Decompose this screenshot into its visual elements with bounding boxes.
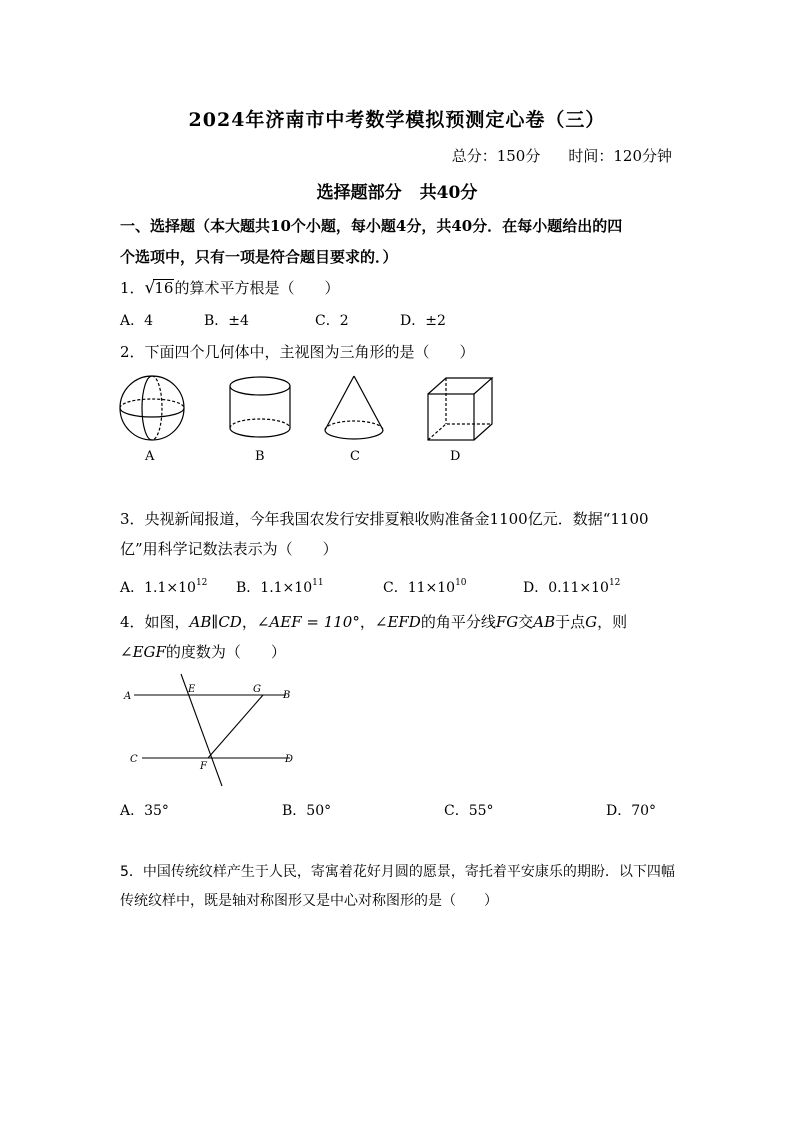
q2-label-c: C (350, 449, 360, 464)
q4-option-a: A．35° (120, 803, 169, 819)
q2-label-b: B (255, 449, 265, 464)
exam-meta (452, 145, 672, 166)
q4-option-b: B．50° (282, 803, 332, 819)
part1-heading-line1: 一、选择题（本大题共10个小题，每小题4分，共40分．在每小题给出的四 (120, 217, 623, 235)
question-5-stem-line1: 5．中国传统纹样产生于人民，寄寓着花好月圆的愿景，寄托着平安康乐的期盼．以下四幅 (120, 864, 675, 880)
label-e: E (188, 684, 196, 695)
q1-option-a: A．4 (120, 313, 154, 329)
section-title (0, 178, 794, 203)
part1-heading-line2: 个选项中，只有一项是符合题目要求的．） (120, 248, 398, 266)
total-score: 总分：150分 (451, 147, 541, 165)
q2-label-d: D (450, 449, 461, 464)
q1-stem-text: 的算术平方根是（ ） (174, 279, 340, 297)
cylinder-figure (230, 377, 290, 437)
bisector-fg (208, 695, 263, 758)
label-g: G (253, 684, 261, 695)
exam-title: 2024年济南市中考数学模拟预测定心卷（三） (188, 109, 606, 131)
q1-option-d: D．±2 (400, 313, 446, 329)
q4-option-c: C．55° (444, 803, 494, 819)
question-1-stem (120, 277, 340, 299)
cone-figure (325, 376, 383, 439)
q1-radicand: 16 (154, 279, 174, 297)
label-b: B (283, 690, 291, 701)
question-3-stem-line1: 3．央视新闻报道，今年我国农发行安排夏粮收购准备金1100亿元．数据“1100 (120, 510, 649, 528)
question-4-stem-line1: 4．如图，AB∥CD，∠AEF = 110°，∠EFD的角平分线FG交AB于点G，则 (120, 613, 628, 631)
question-5-stem-line2: 传统纹样中，既是轴对称图形又是中心对称图形的是（ ） (120, 893, 498, 909)
q2-label-a: A (145, 449, 155, 464)
q1-number: 1． (120, 279, 145, 297)
q3-option-a: A．$1.1\times 10^{12}$ (120, 578, 208, 596)
cube-figure (428, 378, 492, 440)
label-a: A (124, 691, 132, 702)
section-name: 选择题部分 (316, 183, 402, 203)
q3-option-d: D．$0.11\times 10^{12}$ (523, 578, 621, 596)
sqrt-symbol: √ (144, 278, 156, 298)
label-f: F (200, 761, 207, 772)
q1-option-b: B．±4 (204, 313, 249, 329)
label-d: D (285, 754, 294, 765)
question-4-stem-line2: ∠EGF的度数为（ ） (120, 643, 286, 661)
question-3-stem-line2: 亿”用科学记数法表示为（ ） (120, 540, 338, 558)
q4-option-d: D．70° (606, 803, 657, 819)
q3-option-c: C．$11\times 10^{10}$ (383, 578, 467, 596)
section-points: 共40分 (419, 183, 478, 203)
exam-time: 时间：120分钟 (568, 147, 672, 165)
q4-parallel-lines-figure (120, 672, 310, 792)
q3-option-b: B．$1.1\times 10^{11}$ (236, 578, 324, 596)
question-2-stem: 2．下面四个几何体中，主视图为三角形的是（ ） (120, 343, 475, 361)
sphere-figure (120, 376, 184, 440)
q1-option-c: C．2 (315, 313, 349, 329)
label-c: C (130, 754, 138, 765)
